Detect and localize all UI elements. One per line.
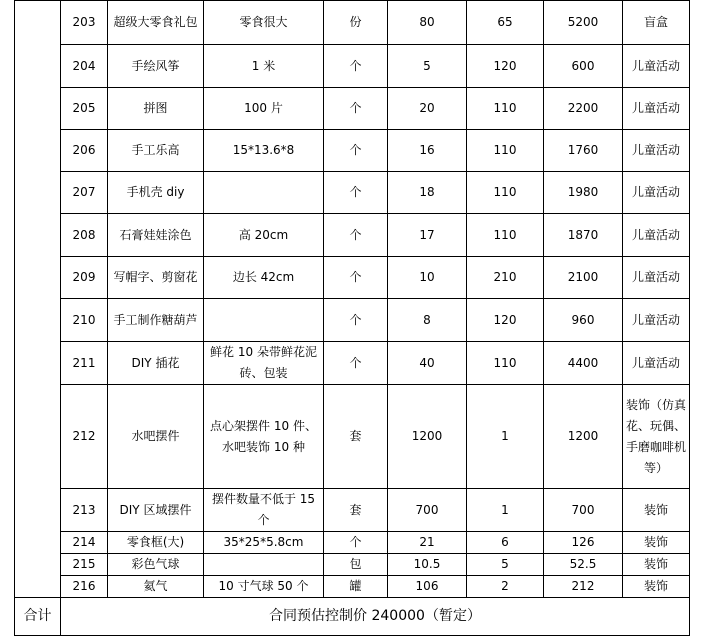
table-row bbox=[15, 88, 690, 130]
row-number: 212 bbox=[61, 385, 108, 489]
item-total: 5200 bbox=[544, 1, 623, 45]
item-spec: 边长 42cm bbox=[204, 257, 324, 299]
total-text: 合同预估控制价 240000（暂定） bbox=[61, 598, 690, 636]
item-note: 儿童活动 bbox=[623, 45, 690, 88]
row-number: 204 bbox=[61, 45, 108, 88]
item-price: 8 bbox=[388, 299, 467, 342]
item-price: 106 bbox=[388, 576, 467, 598]
item-unit: 个 bbox=[324, 172, 388, 214]
item-unit: 罐 bbox=[324, 576, 388, 598]
item-name: 写帽字、剪窗花 bbox=[108, 257, 204, 299]
row-number: 208 bbox=[61, 214, 108, 257]
row-number: 207 bbox=[61, 172, 108, 214]
item-name: 零食框(大) bbox=[108, 532, 204, 554]
item-note: 装饰 bbox=[623, 489, 690, 532]
row-number: 216 bbox=[61, 576, 108, 598]
item-total: 212 bbox=[544, 576, 623, 598]
item-name: 手工乐高 bbox=[108, 130, 204, 172]
table-row bbox=[15, 554, 690, 576]
item-price: 10.5 bbox=[388, 554, 467, 576]
table-row bbox=[15, 257, 690, 299]
merged-blank-cell bbox=[15, 1, 61, 598]
item-note: 儿童活动 bbox=[623, 130, 690, 172]
item-unit: 个 bbox=[324, 130, 388, 172]
total-row bbox=[15, 598, 690, 636]
item-quantity: 5 bbox=[467, 554, 544, 576]
item-note: 儿童活动 bbox=[623, 172, 690, 214]
item-total: 700 bbox=[544, 489, 623, 532]
table-row bbox=[15, 385, 690, 489]
item-note: 儿童活动 bbox=[623, 342, 690, 385]
item-name: 拼图 bbox=[108, 88, 204, 130]
item-spec: 100 片 bbox=[204, 88, 324, 130]
row-number: 206 bbox=[61, 130, 108, 172]
item-total: 2200 bbox=[544, 88, 623, 130]
item-quantity: 110 bbox=[467, 172, 544, 214]
item-price: 10 bbox=[388, 257, 467, 299]
item-quantity: 110 bbox=[467, 88, 544, 130]
item-spec: 鲜花 10 朵带鲜花泥砖、包装 bbox=[204, 342, 324, 385]
table-row bbox=[15, 342, 690, 385]
item-price: 700 bbox=[388, 489, 467, 532]
item-name: 水吧摆件 bbox=[108, 385, 204, 489]
row-number: 211 bbox=[61, 342, 108, 385]
item-total: 1870 bbox=[544, 214, 623, 257]
total-label: 合计 bbox=[15, 598, 61, 636]
item-unit: 套 bbox=[324, 489, 388, 532]
item-quantity: 65 bbox=[467, 1, 544, 45]
item-spec: 零食很大 bbox=[204, 1, 324, 45]
item-price: 5 bbox=[388, 45, 467, 88]
item-quantity: 2 bbox=[467, 576, 544, 598]
row-number: 215 bbox=[61, 554, 108, 576]
item-unit: 个 bbox=[324, 299, 388, 342]
table-row bbox=[15, 299, 690, 342]
item-spec bbox=[204, 172, 324, 214]
row-number: 214 bbox=[61, 532, 108, 554]
item-note: 盲盒 bbox=[623, 1, 690, 45]
item-quantity: 1 bbox=[467, 385, 544, 489]
item-spec bbox=[204, 299, 324, 342]
table-row bbox=[15, 172, 690, 214]
item-total: 2100 bbox=[544, 257, 623, 299]
item-spec: 点心架摆件 10 件、水吧装饰 10 种 bbox=[204, 385, 324, 489]
table-row bbox=[15, 130, 690, 172]
item-price: 21 bbox=[388, 532, 467, 554]
row-number: 205 bbox=[61, 88, 108, 130]
table-row bbox=[15, 576, 690, 598]
item-unit: 个 bbox=[324, 45, 388, 88]
table-row bbox=[15, 1, 690, 45]
item-unit: 个 bbox=[324, 342, 388, 385]
quotation-table bbox=[14, 0, 690, 636]
item-unit: 个 bbox=[324, 88, 388, 130]
row-number: 213 bbox=[61, 489, 108, 532]
item-unit: 个 bbox=[324, 257, 388, 299]
row-number: 209 bbox=[61, 257, 108, 299]
item-quantity: 6 bbox=[467, 532, 544, 554]
item-spec bbox=[204, 554, 324, 576]
item-unit: 个 bbox=[324, 214, 388, 257]
item-spec: 15*13.6*8 bbox=[204, 130, 324, 172]
item-spec: 摆件数量不低于 15 个 bbox=[204, 489, 324, 532]
item-unit: 包 bbox=[324, 554, 388, 576]
item-note: 儿童活动 bbox=[623, 214, 690, 257]
item-spec: 高 20cm bbox=[204, 214, 324, 257]
item-quantity: 110 bbox=[467, 342, 544, 385]
item-note: 装饰 bbox=[623, 576, 690, 598]
item-name: DIY 插花 bbox=[108, 342, 204, 385]
item-price: 18 bbox=[388, 172, 467, 214]
item-unit: 套 bbox=[324, 385, 388, 489]
table-row bbox=[15, 532, 690, 554]
item-total: 126 bbox=[544, 532, 623, 554]
item-price: 40 bbox=[388, 342, 467, 385]
table-row bbox=[15, 214, 690, 257]
item-quantity: 110 bbox=[467, 214, 544, 257]
item-quantity: 120 bbox=[467, 299, 544, 342]
item-spec: 35*25*5.8cm bbox=[204, 532, 324, 554]
item-name: DIY 区域摆件 bbox=[108, 489, 204, 532]
item-price: 17 bbox=[388, 214, 467, 257]
table-row bbox=[15, 45, 690, 88]
item-quantity: 210 bbox=[467, 257, 544, 299]
item-price: 16 bbox=[388, 130, 467, 172]
item-spec: 1 米 bbox=[204, 45, 324, 88]
item-note: 装饰 bbox=[623, 532, 690, 554]
item-price: 80 bbox=[388, 1, 467, 45]
item-name: 手机壳 diy bbox=[108, 172, 204, 214]
item-name: 彩色气球 bbox=[108, 554, 204, 576]
item-price: 20 bbox=[388, 88, 467, 130]
item-quantity: 120 bbox=[467, 45, 544, 88]
item-total: 1980 bbox=[544, 172, 623, 214]
item-quantity: 1 bbox=[467, 489, 544, 532]
item-name: 手工制作糖葫芦 bbox=[108, 299, 204, 342]
item-name: 手绘风筝 bbox=[108, 45, 204, 88]
item-total: 600 bbox=[544, 45, 623, 88]
row-number: 203 bbox=[61, 1, 108, 45]
item-name: 超级大零食礼包 bbox=[108, 1, 204, 45]
item-unit: 份 bbox=[324, 1, 388, 45]
item-total: 52.5 bbox=[544, 554, 623, 576]
table-row bbox=[15, 489, 690, 532]
item-name: 石膏娃娃涂色 bbox=[108, 214, 204, 257]
item-total: 960 bbox=[544, 299, 623, 342]
item-total: 4400 bbox=[544, 342, 623, 385]
item-spec: 10 寸气球 50 个 bbox=[204, 576, 324, 598]
item-note: 儿童活动 bbox=[623, 88, 690, 130]
item-name: 氦气 bbox=[108, 576, 204, 598]
item-quantity: 110 bbox=[467, 130, 544, 172]
item-total: 1200 bbox=[544, 385, 623, 489]
item-unit: 个 bbox=[324, 532, 388, 554]
item-total: 1760 bbox=[544, 130, 623, 172]
item-note: 装饰（仿真花、玩偶、手磨咖啡机等） bbox=[623, 385, 690, 489]
item-note: 装饰 bbox=[623, 554, 690, 576]
row-number: 210 bbox=[61, 299, 108, 342]
item-note: 儿童活动 bbox=[623, 299, 690, 342]
item-note: 儿童活动 bbox=[623, 257, 690, 299]
item-price: 1200 bbox=[388, 385, 467, 489]
